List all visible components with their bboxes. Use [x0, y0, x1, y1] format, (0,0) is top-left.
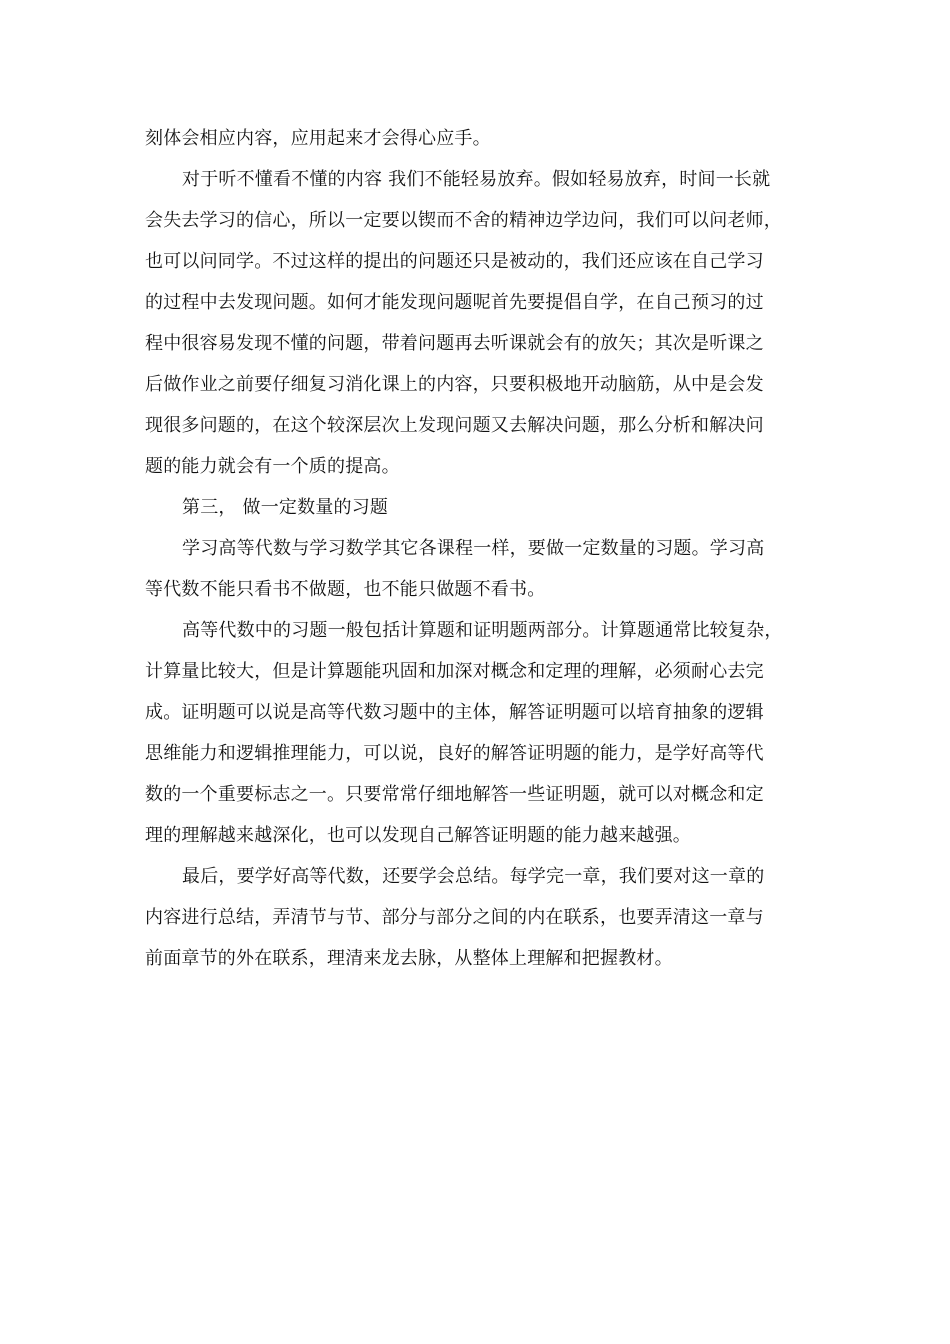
- text-line: 的过程中去发现问题。如何才能发现问题呢首先要提倡自学，在自己预习的过: [145, 292, 764, 313]
- text-line: 思维能力和逻辑推理能力，可以说，良好的解答证明题的能力，是学好高等代: [145, 743, 764, 764]
- text-line: 也可以问同学。不过这样的提出的问题还只是被动的，我们还应该在自己学习: [145, 251, 764, 272]
- text-line: 后做作业之前要仔细复习消化课上的内容，只要积极地开动脑筋，从中是会发: [145, 374, 764, 395]
- text-line: 理的理解越来越深化，也可以发现自己解答证明题的能力越来越强。: [145, 825, 691, 846]
- text-line: 对于听不懂看不懂的内容 我们不能轻易放弃。假如轻易放弃，时间一长就: [182, 169, 771, 190]
- document-body: [145, 118, 813, 979]
- text-line: 等代数不能只看书不做题，也不能只做题不看书。: [145, 579, 546, 600]
- text-line: 计算量比较大，但是计算题能巩固和加深对概念和定理的理解，必须耐心去完: [145, 661, 764, 682]
- text-line: 成。证明题可以说是高等代数习题中的主体，解答证明题可以培育抽象的逻辑: [145, 702, 764, 723]
- text-line: 最后，要学好高等代数，还要学会总结。每学完一章，我们要对这一章的: [182, 866, 765, 887]
- text-line: 题的能力就会有一个质的提高。: [145, 456, 400, 477]
- text-line: 会失去学习的信心，所以一定要以锲而不舍的精神边学边问，我们可以问老师，: [145, 210, 782, 231]
- text-line: 程中很容易发现不懂的问题，带着问题再去听课就会有的放矢；其次是听课之: [145, 333, 764, 354]
- text-line: 现很多问题的，在这个较深层次上发现问题又去解决问题，那么分析和解决问: [145, 415, 764, 436]
- text-line: 高等代数中的习题一般包括计算题和证明题两部分。计算题通常比较复杂，: [182, 620, 783, 641]
- text-line: 学习高等代数与学习数学其它各课程一样，要做一定数量的习题。学习高: [182, 538, 765, 559]
- section-heading: 第三， 做一定数量的习题: [182, 497, 389, 518]
- text-line: 内容进行总结，弄清节与节、部分与部分之间的内在联系，也要弄清这一章与: [145, 907, 764, 928]
- text-line: 数的一个重要标志之一。只要常常仔细地解答一些证明题，就可以对概念和定: [145, 784, 764, 805]
- text-line: 前面章节的外在联系，理清来龙去脉，从整体上理解和把握教材。: [145, 948, 673, 969]
- text-line: 刻体会相应内容，应用起来才会得心应手。: [145, 128, 491, 149]
